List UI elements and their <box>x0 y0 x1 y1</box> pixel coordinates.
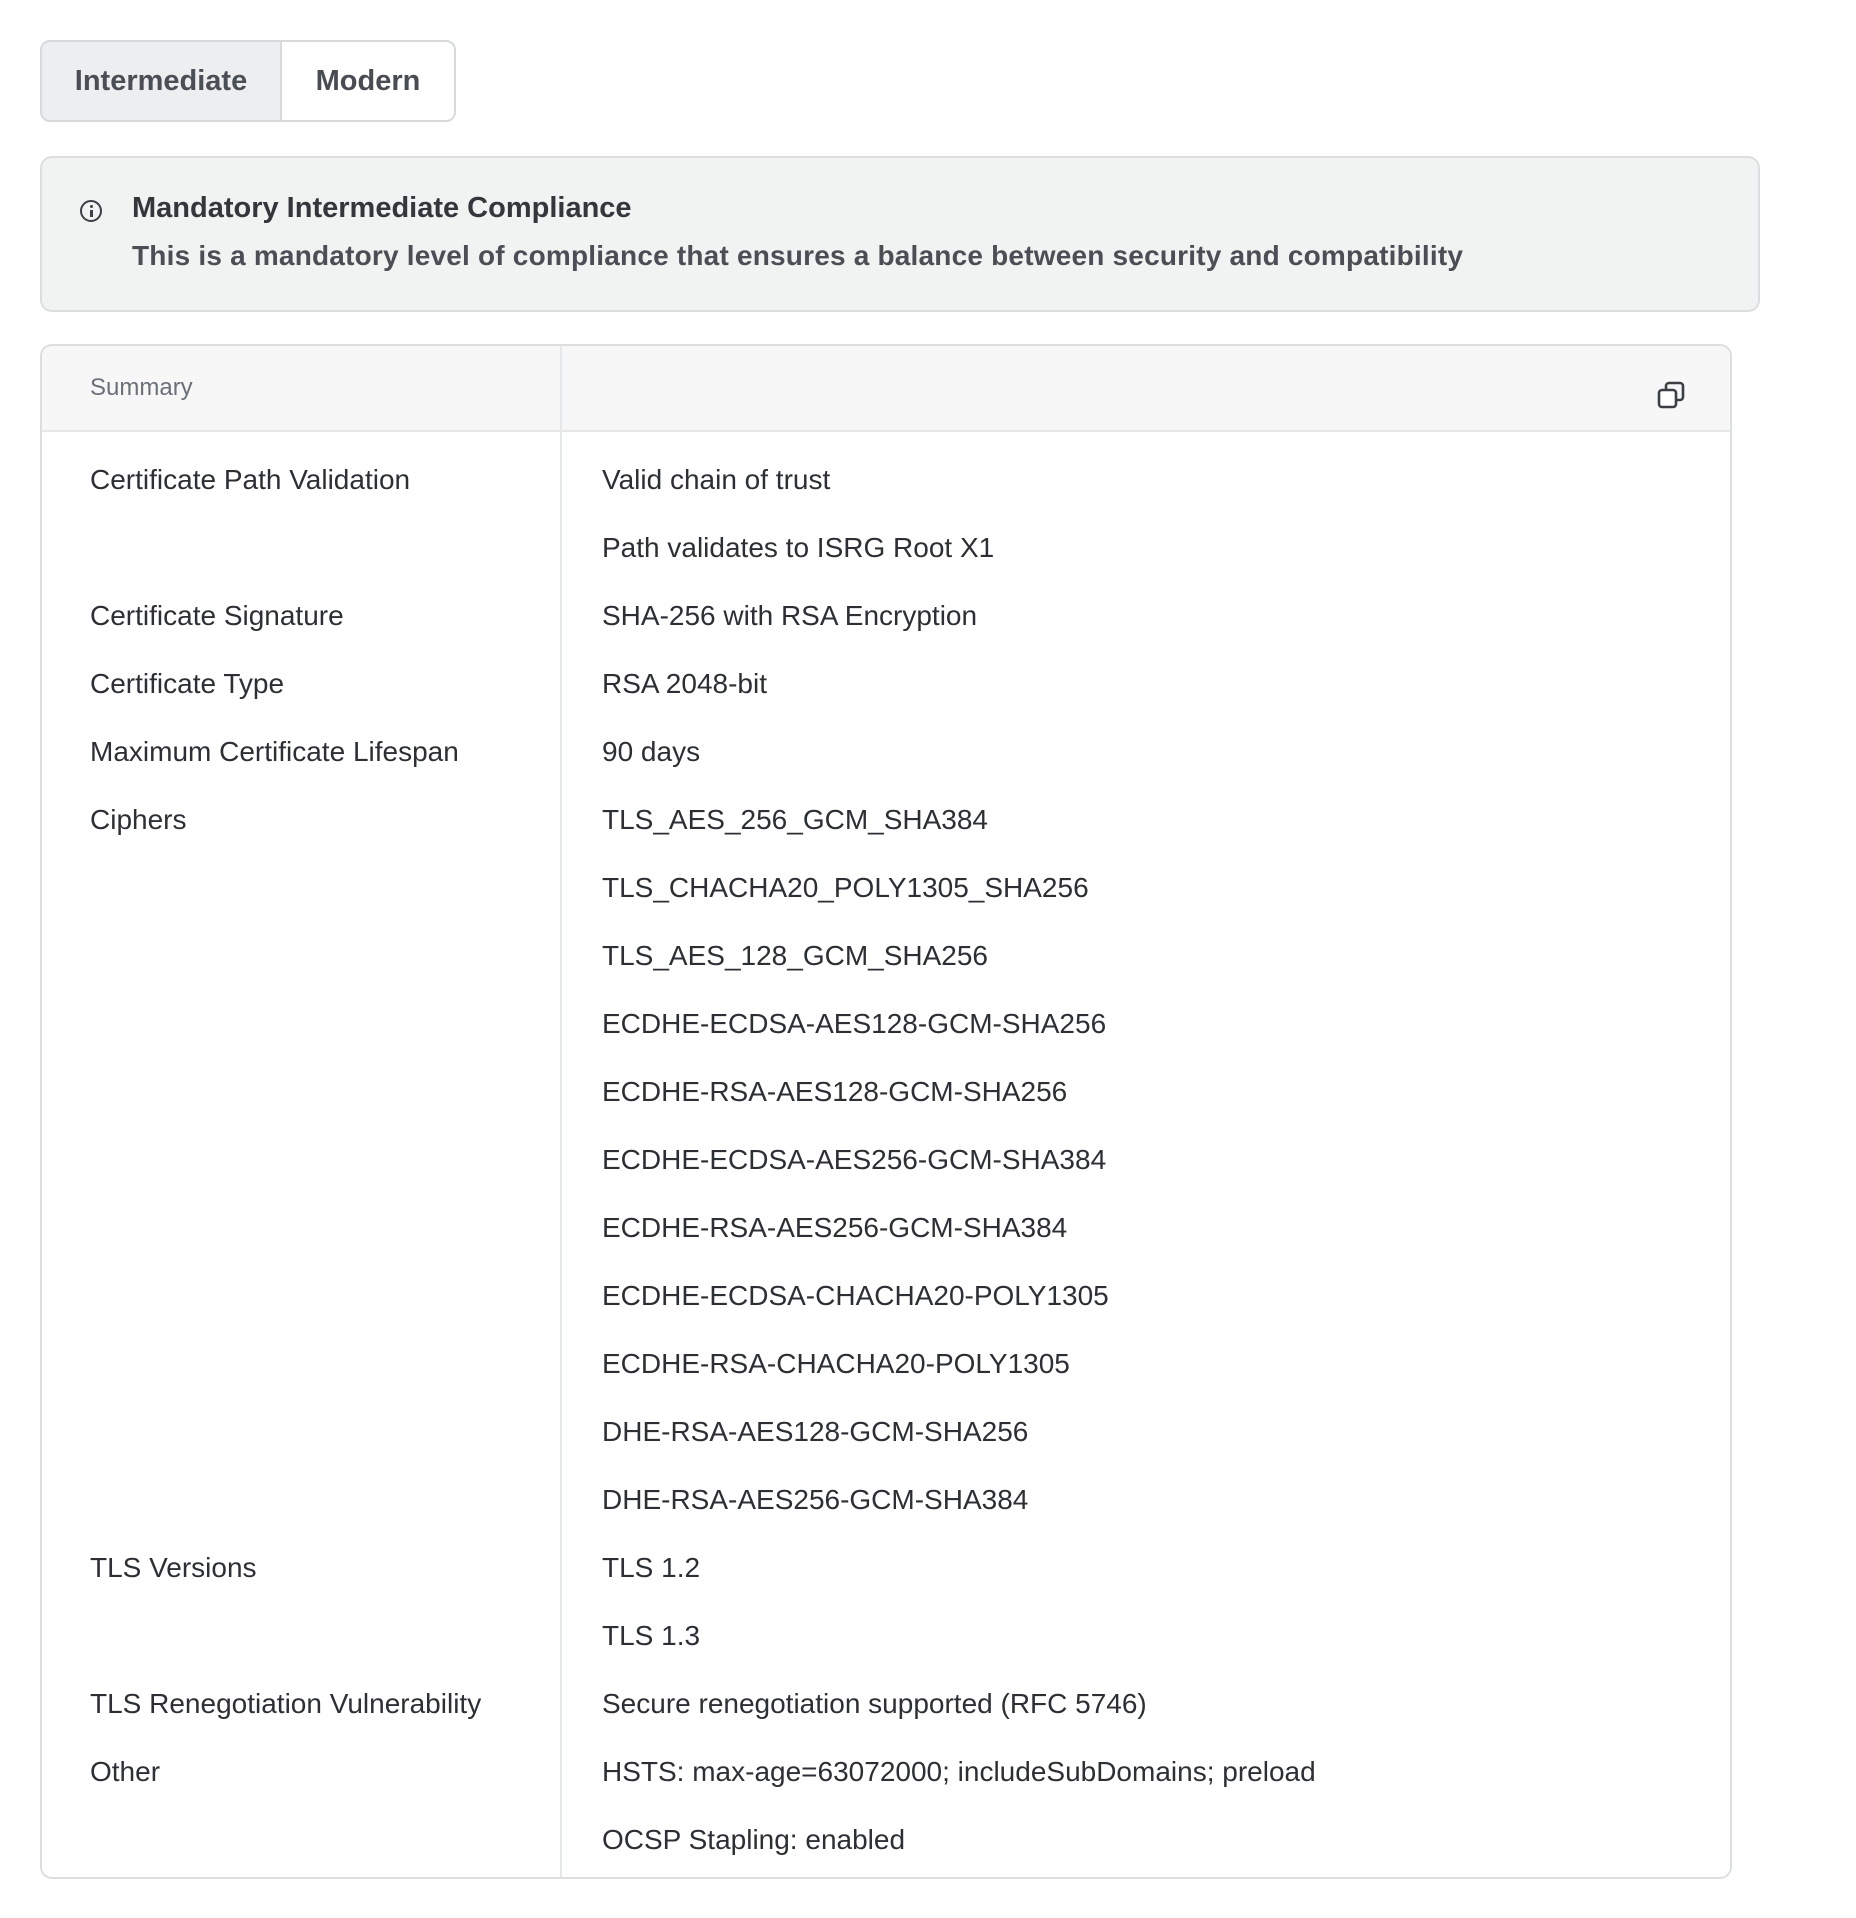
summary-row-label: Ciphers <box>90 804 187 835</box>
summary-header-label: Summary <box>42 346 562 430</box>
summary-row-value: Path validates to ISRG Root X1 <box>602 532 995 563</box>
summary-row-label: Other <box>90 1756 161 1787</box>
summary-row-value: DHE-RSA-AES128-GCM-SHA256 <box>602 1416 1029 1447</box>
summary-row-label: Certificate Path Validation <box>90 464 411 495</box>
summary-table <box>40 344 1732 1879</box>
summary-row-value: TLS 1.3 <box>602 1620 701 1651</box>
summary-row-label: Maximum Certificate Lifespan <box>90 736 459 767</box>
summary-table-header <box>42 346 1730 432</box>
summary-row-value: Valid chain of trust <box>602 464 831 495</box>
summary-value-column <box>562 432 1730 1877</box>
callout-description: This is a mandatory level of compliance that ensures a balance between security and compatibility <box>132 240 1464 271</box>
summary-row-value: SHA-256 with RSA Encryption <box>602 600 978 631</box>
info-icon <box>80 200 102 222</box>
summary-row-value: ECDHE-RSA-AES256-GCM-SHA384 <box>602 1212 1068 1243</box>
summary-row-value: Secure renegotiation supported (RFC 5746) <box>602 1688 1147 1719</box>
summary-row-value: 90 days <box>602 736 701 767</box>
summary-row-value: ECDHE-ECDSA-CHACHA20-POLY1305 <box>602 1280 1109 1311</box>
summary-row-value: RSA 2048-bit <box>602 668 767 699</box>
modern-toggle-button[interactable]: Modern <box>282 42 454 120</box>
summary-row-value: DHE-RSA-AES256-GCM-SHA384 <box>602 1484 1029 1515</box>
summary-row-value: ECDHE-RSA-CHACHA20-POLY1305 <box>602 1348 1070 1379</box>
summary-row-value: ECDHE-ECDSA-AES256-GCM-SHA384 <box>602 1144 1107 1175</box>
summary-row-value: TLS_CHACHA20_POLY1305_SHA256 <box>602 872 1089 903</box>
summary-row-label: Certificate Signature <box>90 600 344 631</box>
summary-row-value: ECDHE-RSA-AES128-GCM-SHA256 <box>602 1076 1068 1107</box>
summary-row-value: TLS 1.2 <box>602 1552 701 1583</box>
copy-icon[interactable] <box>1656 380 1686 410</box>
summary-row-label: TLS Versions <box>90 1552 257 1583</box>
summary-row-value: HSTS: max-age=63072000; includeSubDomains; preload <box>602 1756 1316 1787</box>
summary-row-label: TLS Renegotiation Vulnerability <box>90 1688 482 1719</box>
compliance-level-toggle <box>40 40 456 122</box>
compliance-callout <box>40 156 1760 312</box>
callout-title: Mandatory Intermediate Compliance <box>132 192 632 224</box>
summary-row-value: TLS_AES_128_GCM_SHA256 <box>602 940 988 971</box>
summary-row-value: ECDHE-ECDSA-AES128-GCM-SHA256 <box>602 1008 1107 1039</box>
summary-table-body <box>42 432 1730 1877</box>
summary-label-column <box>42 432 562 1877</box>
summary-row-label: Certificate Type <box>90 668 285 699</box>
intermediate-toggle-button[interactable]: Intermediate <box>42 42 282 120</box>
summary-row-value: OCSP Stapling: enabled <box>602 1824 906 1855</box>
summary-row-value: TLS_AES_256_GCM_SHA384 <box>602 804 988 835</box>
